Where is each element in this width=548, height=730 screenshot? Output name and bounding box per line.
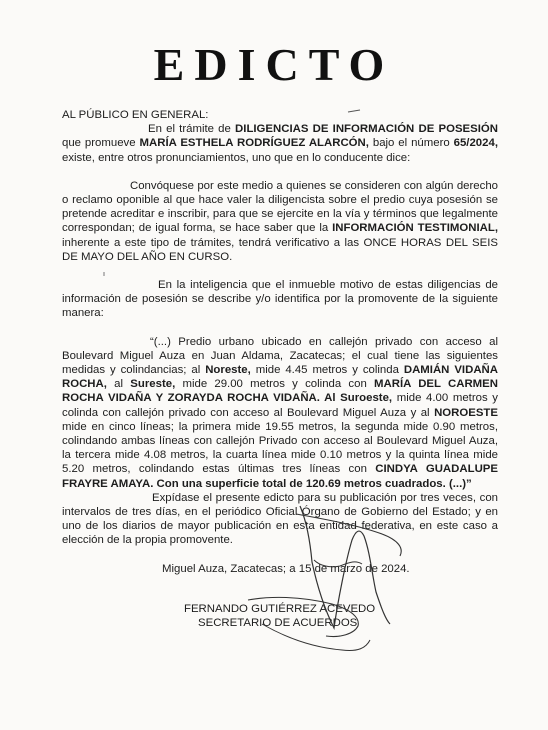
spacer	[62, 165, 498, 179]
paragraph-proceedings	[62, 122, 498, 165]
salutation: AL PÚBLICO EN GENERAL:	[62, 109, 209, 121]
signer-name: FERNANDO GUTIÉRREZ ACEVEDO	[184, 602, 376, 615]
bold-run: CINDYA GUADALUPE FRAYRE AMAYA. Con una superficie total de 120.69 metros cuadrados. (...)”	[62, 463, 498, 490]
bold-run: 65/2024,	[453, 137, 498, 150]
text-run: inherente a este tipo de trámites, tendrá verificativo a las ONCE HORAS DEL SEIS DE MAYO DEL AÑO EN CURSO.	[62, 236, 498, 263]
text-run: mide en cinco líneas; la primera mide 19.55 metros, la segunda mide 0.90 metros, colindando ambas líneas con callejón Privado con acceso al Boulevard Miguel Auza, la tercera mide 4.08 metros, la cuarta línea mide 0.10 metros y la quinta línea mide 5.20 metros, colindando estas últimas tres líneas con	[62, 420, 498, 476]
paragraph-property-intro: En la inteligencia que el inmueble motivo de estas diligencias de información de posesión se describe y/o identifica por la promovente de la siguiente manera:	[62, 279, 498, 320]
text-run: que promueve	[62, 137, 140, 150]
paragraph-property-description	[62, 335, 498, 491]
bold-run: MARÍA DEL CARMEN ROCHA VIDAÑA Y ZORAYDA ROCHA VIDAÑA. Al Suroeste,	[62, 378, 498, 405]
bold-run: NOROESTE	[434, 406, 498, 419]
bold-run: MARÍA ESTHELA RODRÍGUEZ ALARCÓN,	[139, 137, 369, 150]
spacer	[62, 264, 498, 278]
text-run: Convóquese por este medio a quienes se consideren con algún derecho o reclamo oponible al que hace valer la diligencista sobre el predio cuya posesión se pretende acreditar e inscribir, para que se ejercite en la vía y términos que legalmente correspondan; de igual forma, se hace saber que la	[62, 179, 498, 235]
bold-run: Noreste,	[205, 364, 251, 377]
text-run: mide 4.00 metros y colinda con callejón privado con acceso al Boulevard Miguel Auza y al	[62, 392, 498, 419]
text-run: En el trámite de	[148, 123, 236, 136]
edict-body	[62, 108, 498, 630]
document-title: EDICTO	[153, 39, 395, 90]
text-run: mide 4.45 metros y colinda	[250, 364, 404, 377]
bold-run: INFORMACIÓN TESTIMONIAL,	[332, 222, 498, 235]
bold-run: Sureste,	[130, 378, 176, 391]
date-line: Miguel Auza, Zacatecas; a 15 de marzo de 2024.	[162, 562, 410, 575]
bold-run: DILIGENCIAS DE INFORMACIÓN DE POSESIÓN	[235, 123, 498, 136]
signer-title: SECRETARIO DE ACUERDOS	[198, 616, 358, 629]
text-run: bajo el número	[368, 137, 454, 150]
text-run: “(...) Predio urbano ubicado en callejón privado con acceso al Boulevard Miguel Auza en Juan Aldama, Zacatecas; el cual tiene las siguientes medidas y colindancias; al	[62, 335, 498, 377]
spacer	[62, 321, 498, 335]
paragraph-publication: Expídase el presente edicto para su publicación por tres veces, con intervalos de tres días, en el periódico Oficial Órgano de Gobierno del Estado; y en uno de los diarios de mayor publicación en esta entidad federativa, en este caso a elección de la propia promovente.	[62, 491, 498, 547]
bold-run: DAMIÁN VIDAÑA ROCHA,	[62, 364, 498, 391]
spacer	[62, 576, 498, 602]
text-run: mide 29.00 metros y colinda con	[175, 378, 375, 391]
paragraph-summons	[62, 179, 498, 264]
text-run: al	[106, 378, 131, 391]
text-run: existe, entre otros pronunciamientos, uno que en lo conducente dice:	[62, 151, 411, 164]
spacer	[62, 548, 498, 562]
